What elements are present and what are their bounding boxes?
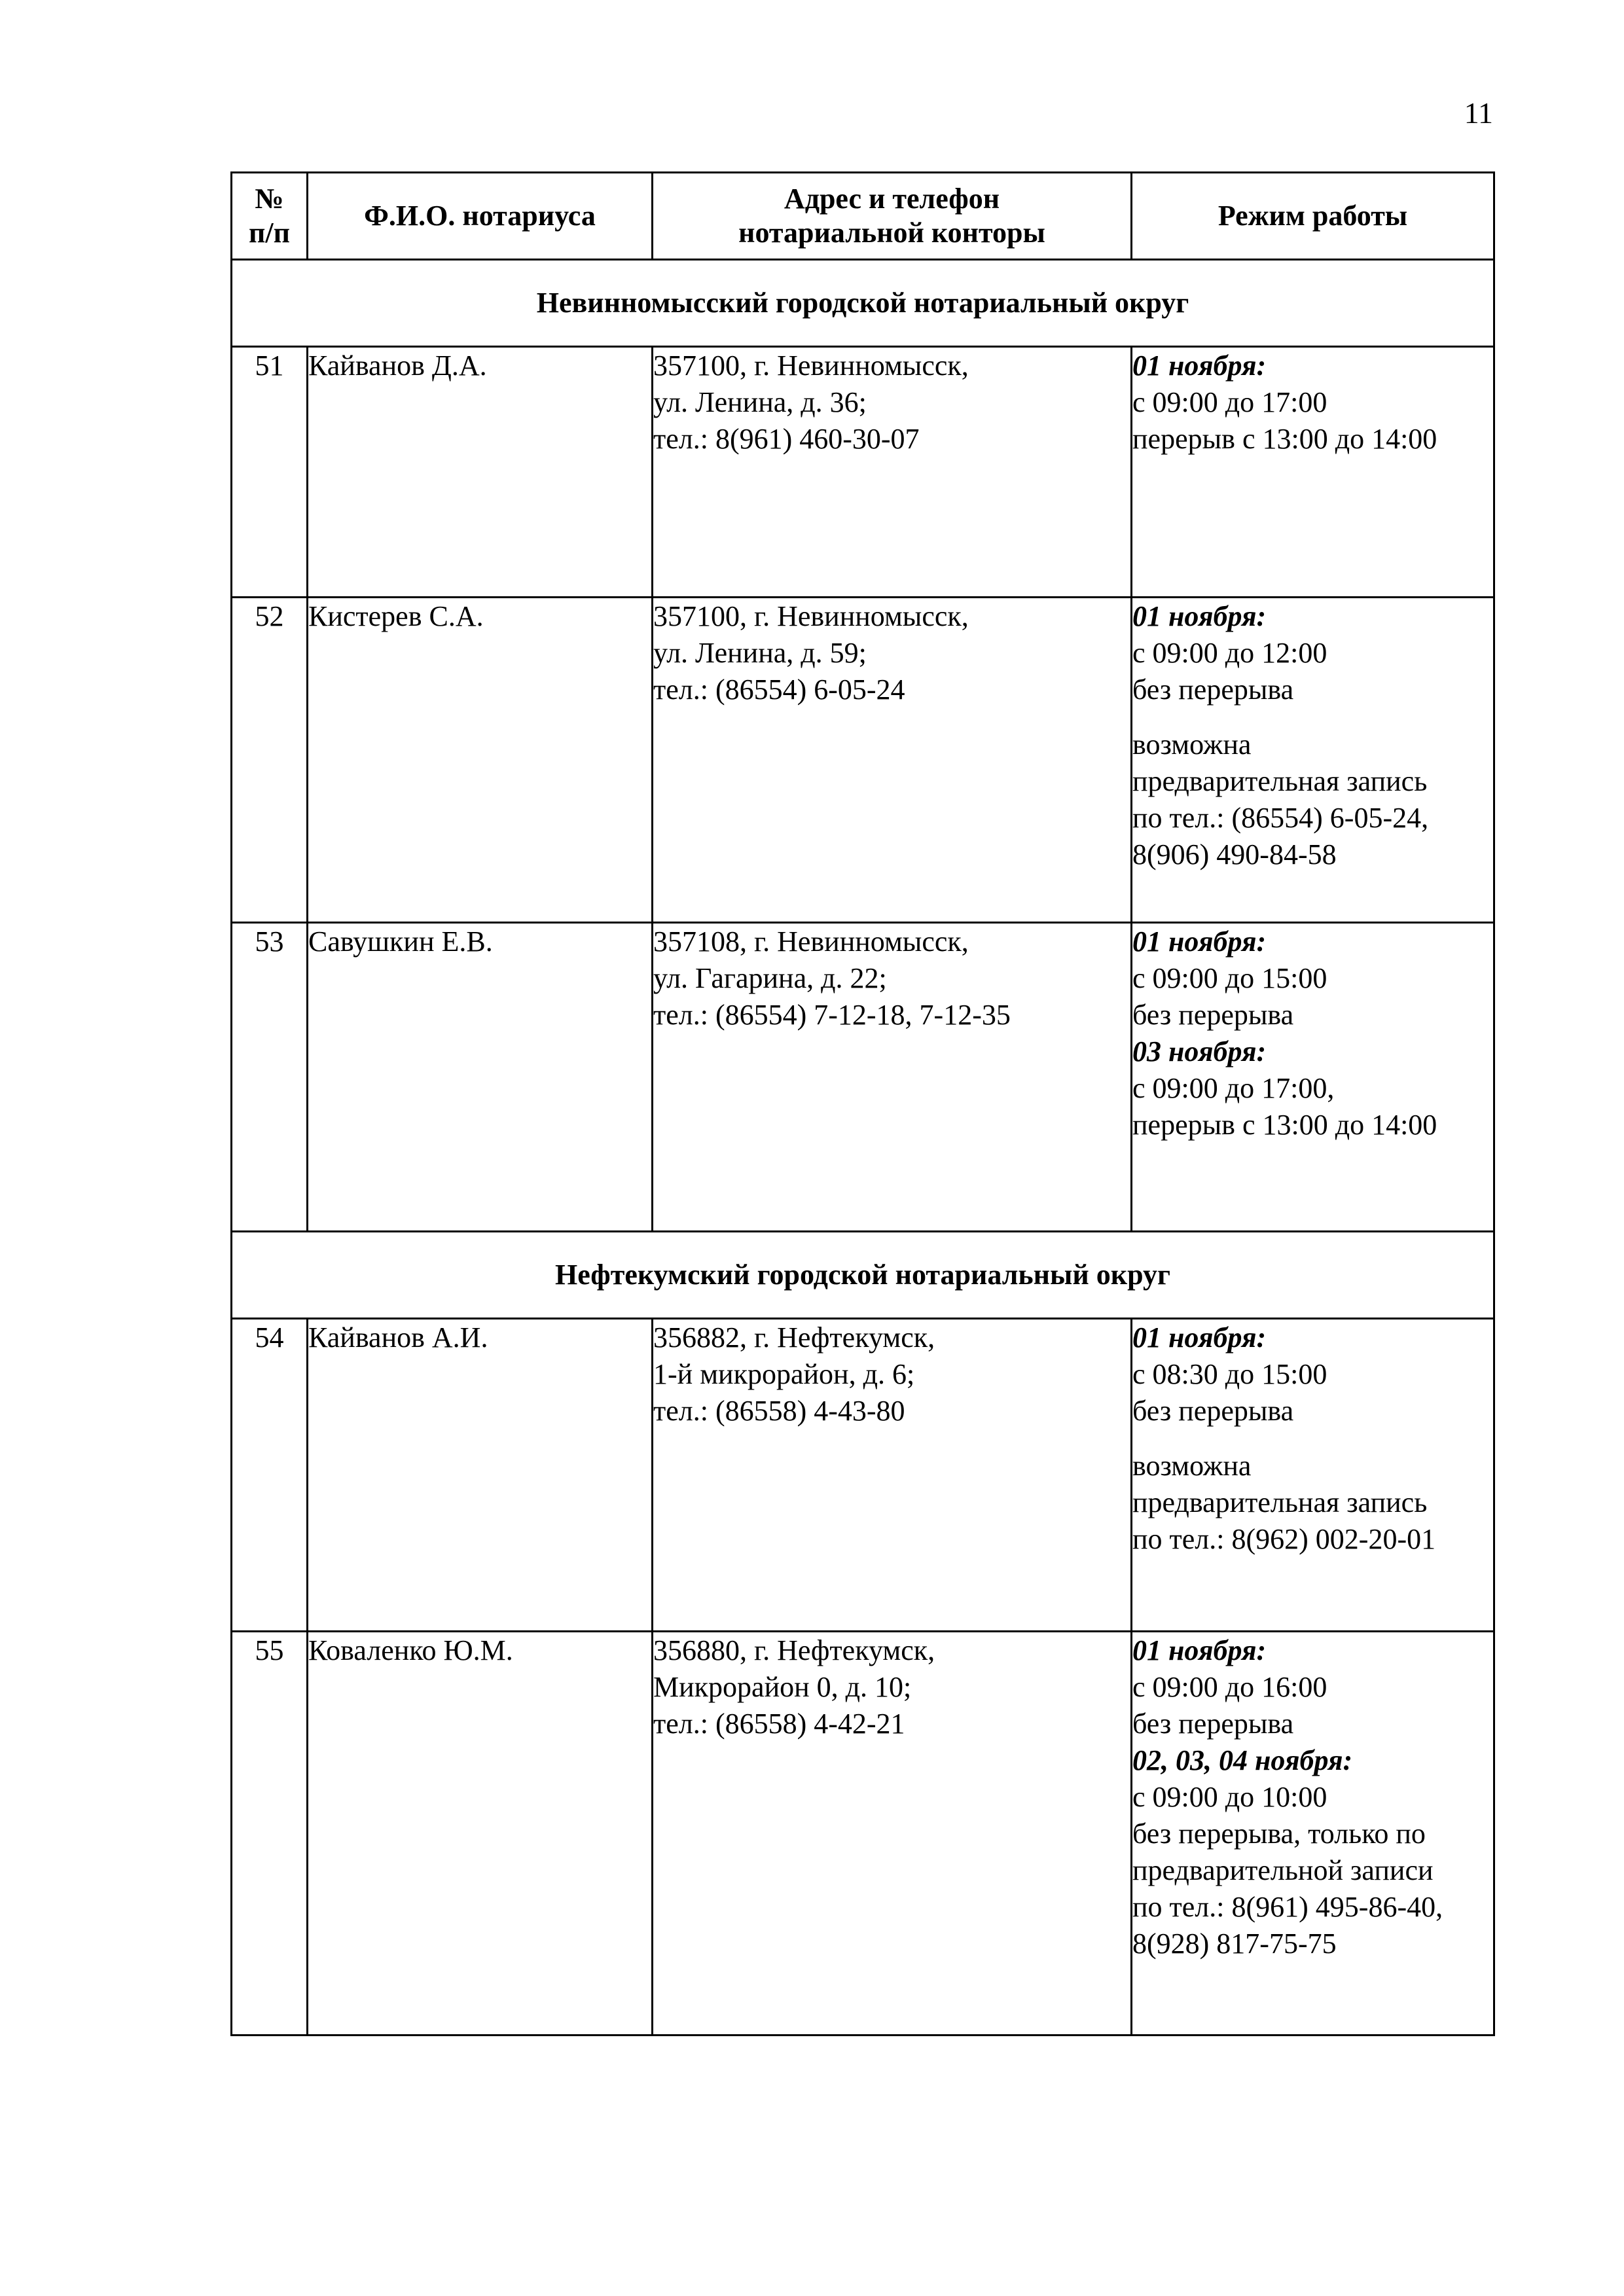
section-row	[232, 260, 1494, 347]
header-notary-name	[308, 173, 653, 260]
work-hours	[1132, 1319, 1494, 1632]
table-row	[232, 923, 1494, 1232]
address-line: тел.: 8(961) 460-30-07	[653, 423, 920, 455]
notary-name: Кистерев С.А.	[308, 598, 653, 923]
work-hours	[1132, 1632, 1494, 2036]
notary-name: Коваленко Ю.М.	[308, 1632, 653, 2036]
header-address-line: нотариальной конторы	[738, 217, 1045, 249]
hours-line: с 09:00 до 17:00	[1132, 386, 1327, 418]
address-line: ул. Гагарина, д. 22;	[653, 962, 887, 994]
address-line: 1-й микрорайон, д. 6;	[653, 1358, 915, 1390]
hours-line: по тел.: 8(961) 495-86-40,	[1132, 1891, 1443, 1923]
address-line: 357108, г. Невинномысск,	[653, 925, 969, 958]
table-row	[232, 598, 1494, 923]
address-line: тел.: (86554) 6-05-24	[653, 673, 905, 706]
office-address	[653, 598, 1132, 923]
day-label: 01 ноября:	[1132, 350, 1267, 382]
header-work-hours-line: Режим работы	[1218, 200, 1408, 232]
office-address	[653, 347, 1132, 598]
notary-name: Кайванов Д.А.	[308, 347, 653, 598]
header-number-line: п/п	[249, 217, 290, 249]
table-row	[232, 1632, 1494, 2036]
appointment-note-line: по тел.: 8(962) 002-20-01	[1132, 1523, 1436, 1555]
day-label: 01 ноября:	[1132, 925, 1267, 958]
day-label: 02, 03, 04 ноября:	[1132, 1744, 1353, 1776]
hours-line: без перерыва	[1132, 999, 1294, 1031]
work-hours	[1132, 347, 1494, 598]
row-number: 52	[232, 598, 308, 923]
address-line: тел.: (86554) 7-12-18, 7-12-35	[653, 999, 1011, 1031]
hours-line: с 09:00 до 16:00	[1132, 1671, 1327, 1703]
note-spacer	[1132, 708, 1493, 726]
notary-name: Савушкин Е.В.	[308, 923, 653, 1232]
hours-line: без перерыва	[1132, 1395, 1294, 1427]
address-line: 357100, г. Невинномысск,	[653, 600, 969, 632]
hours-line: с 09:00 до 15:00	[1132, 962, 1327, 994]
section-title: Нефтекумский городской нотариальный округ	[232, 1232, 1494, 1319]
section-title: Невинномысский городской нотариальный округ	[232, 260, 1494, 347]
address-line: 356882, г. Нефтекумск,	[653, 1321, 935, 1354]
header-number	[232, 173, 308, 260]
hours-line: предварительной записи	[1132, 1854, 1434, 1886]
notary-name: Кайванов А.И.	[308, 1319, 653, 1632]
hours-line: 8(928) 817-75-75	[1132, 1928, 1337, 1960]
page-number: 11	[1464, 96, 1493, 130]
header-notary-name-line: Ф.И.О. нотариуса	[364, 200, 596, 232]
header-address-line: Адрес и телефон	[784, 183, 1000, 215]
appointment-note-line: возможна	[1132, 728, 1252, 761]
hours-line: без перерыва	[1132, 1708, 1294, 1740]
hours-line: с 09:00 до 17:00,	[1132, 1072, 1335, 1104]
row-number: 55	[232, 1632, 308, 2036]
address-line: тел.: (86558) 4-42-21	[653, 1708, 905, 1740]
table-header-row	[232, 173, 1494, 260]
row-number: 54	[232, 1319, 308, 1632]
note-spacer	[1132, 1429, 1493, 1448]
header-number-line: №	[255, 183, 284, 215]
row-number: 53	[232, 923, 308, 1232]
appointment-note-line: возможна	[1132, 1450, 1252, 1482]
office-address	[653, 1632, 1132, 2036]
address-line: ул. Ленина, д. 36;	[653, 386, 867, 418]
address-line: ул. Ленина, д. 59;	[653, 637, 867, 669]
address-line: 356880, г. Нефтекумск,	[653, 1634, 935, 1666]
day-label: 01 ноября:	[1132, 1321, 1267, 1354]
office-address	[653, 1319, 1132, 1632]
hours-line: перерыв с 13:00 до 14:00	[1132, 1109, 1437, 1141]
address-line: Микрорайон 0, д. 10;	[653, 1671, 912, 1703]
day-label: 03 ноября:	[1132, 1035, 1267, 1067]
work-hours	[1132, 923, 1494, 1232]
appointment-note-line: предварительная запись	[1132, 1486, 1428, 1518]
address-line: 357100, г. Невинномысск,	[653, 350, 969, 382]
row-number: 51	[232, 347, 308, 598]
address-line: тел.: (86558) 4-43-80	[653, 1395, 905, 1427]
hours-line: с 09:00 до 10:00	[1132, 1781, 1327, 1813]
appointment-note-line: по тел.: (86554) 6-05-24,	[1132, 802, 1429, 834]
table-row	[232, 1319, 1494, 1632]
hours-line: без перерыва, только по	[1132, 1818, 1426, 1850]
office-address	[653, 923, 1132, 1232]
appointment-note-line: предварительная запись	[1132, 765, 1428, 797]
work-hours	[1132, 598, 1494, 923]
day-label: 01 ноября:	[1132, 600, 1267, 632]
header-work-hours	[1132, 173, 1494, 260]
table-body	[232, 260, 1494, 2036]
hours-line: с 08:30 до 15:00	[1132, 1358, 1327, 1390]
hours-line: без перерыва	[1132, 673, 1294, 706]
appointment-note-line: 8(906) 490-84-58	[1132, 838, 1337, 870]
day-label: 01 ноября:	[1132, 1634, 1267, 1666]
table-row	[232, 347, 1494, 598]
hours-line: перерыв с 13:00 до 14:00	[1132, 423, 1437, 455]
section-row	[232, 1232, 1494, 1319]
hours-line: с 09:00 до 12:00	[1132, 637, 1327, 669]
header-address	[653, 173, 1132, 260]
notary-schedule-table	[230, 171, 1495, 2036]
